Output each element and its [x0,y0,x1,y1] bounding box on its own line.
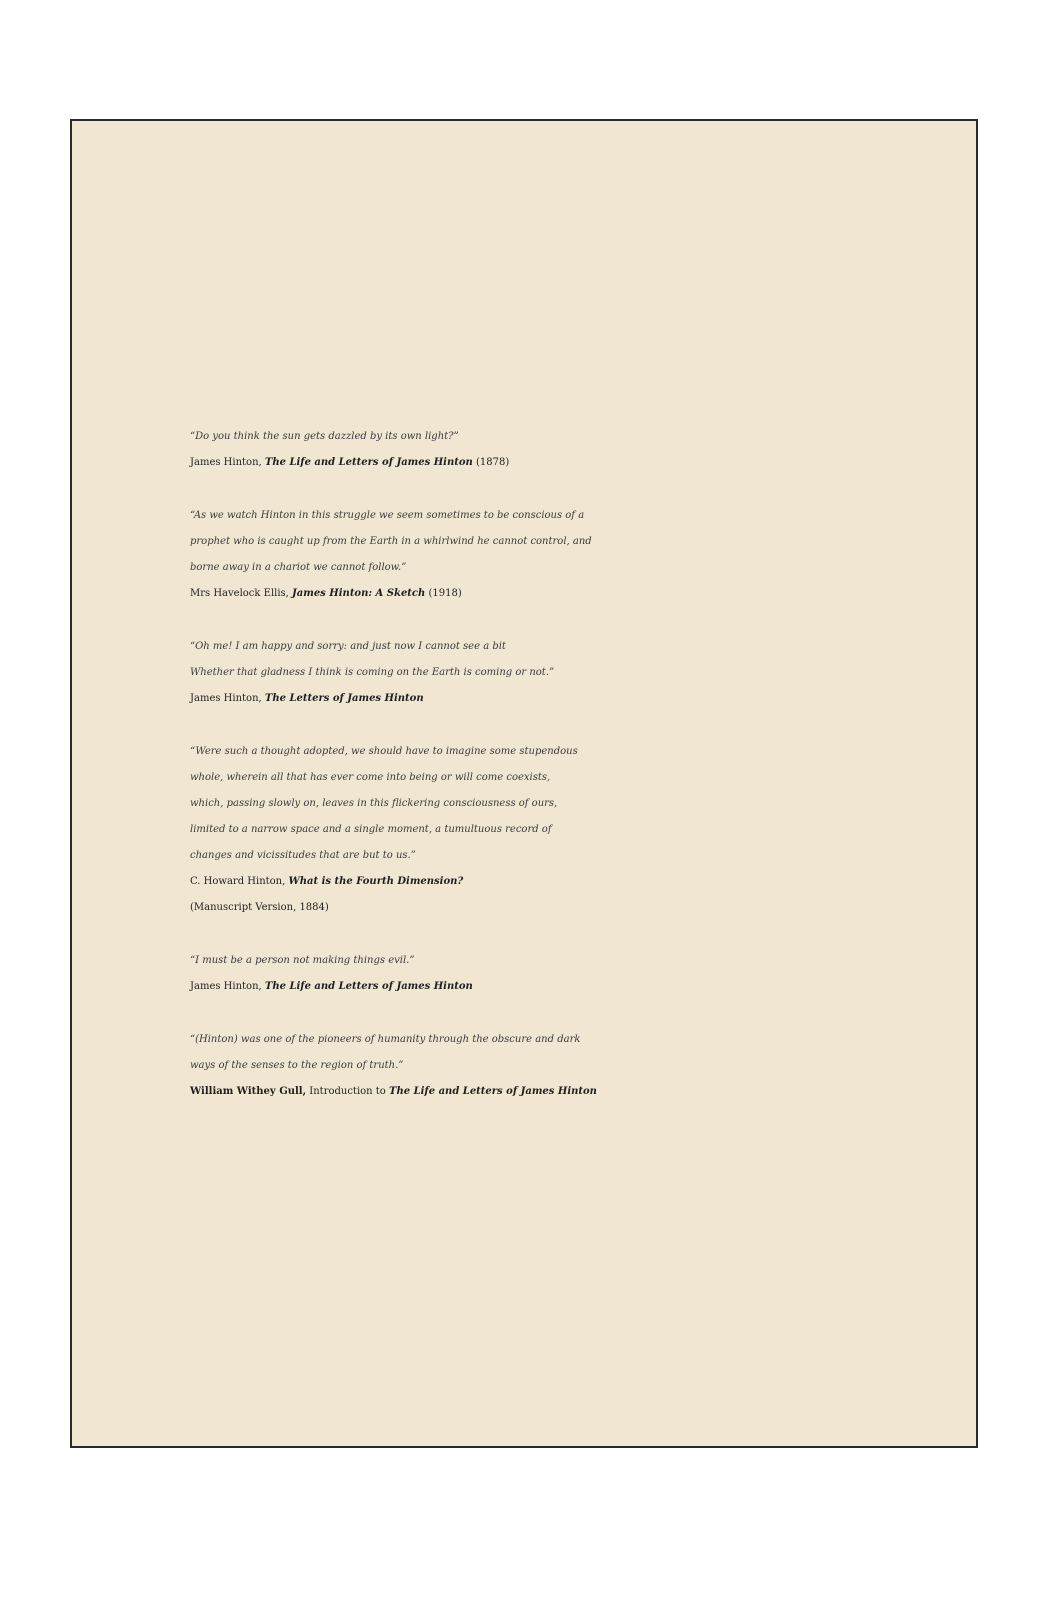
quote-line: “Oh me! I am happy and sorry: and just now I cannot see a bit [190,641,506,652]
quote-line: “(Hinton) was one of the pioneers of humanity through the obscure and dark [190,1034,581,1045]
epigraph [190,634,890,712]
quote-line: whole, wherein all that has ever come into being or will come coexists, [190,772,551,783]
attribution [190,581,890,607]
author-name: James Hinton, [190,457,262,468]
author-name: William Withey Gull, [190,1086,307,1097]
attribution [190,1079,890,1105]
quote-line: Whether that gladness I think is coming on the Earth is coming or not.” [190,667,555,678]
epigraph [190,503,890,607]
attribution [190,974,890,1000]
epigraph [190,1027,890,1105]
author-name: Mrs Havelock Ellis, [190,588,289,599]
author-name: James Hinton, [190,981,262,992]
quote-line: “Do you think the sun gets dazzled by its own light?” [190,431,459,442]
epigraph-list [190,424,890,1132]
quote-line: which, passing slowly on, leaves in this flickering consciousness of ours, [190,798,558,809]
attribution [190,869,890,895]
author-name: James Hinton, [190,693,262,704]
work-title: The Letters of James Hinton [264,693,424,704]
attribution-note: (Manuscript Version, 1884) [190,902,329,913]
quote-line: ways of the senses to the region of truth.” [190,1060,404,1071]
quote-line: “I must be a person not making things evil.” [190,955,415,966]
epigraph [190,739,890,921]
work-title: The Life and Letters of James Hinton [264,457,473,468]
attribution [190,686,890,712]
work-title: James Hinton: A Sketch [292,588,426,599]
epigraph [190,424,890,476]
attribution [190,450,890,476]
quote-line: limited to a narrow space and a single moment, a tumultuous record of [190,824,552,835]
quote-line: borne away in a chariot we cannot follow.” [190,562,407,573]
author-name: C. Howard Hinton, [190,876,286,887]
publication-year: (1878) [476,457,510,468]
epigraph [190,948,890,1000]
publication-year: (1918) [428,588,462,599]
work-title: The Life and Letters of James Hinton [264,981,473,992]
quote-line: “Were such a thought adopted, we should have to imagine some stupendous [190,746,578,757]
quote-line: “As we watch Hinton in this struggle we seem sometimes to be conscious of a [190,510,585,521]
quote-line: prophet who is caught up from the Earth in a whirlwind he cannot control, and [190,536,592,547]
work-title: The Life and Letters of James Hinton [389,1086,597,1097]
quote-line: changes and vicissitudes that are but to us.” [190,850,416,861]
work-title: What is the Fourth Dimension? [288,876,464,887]
attribution-prefix: Introduction to [309,1086,386,1097]
